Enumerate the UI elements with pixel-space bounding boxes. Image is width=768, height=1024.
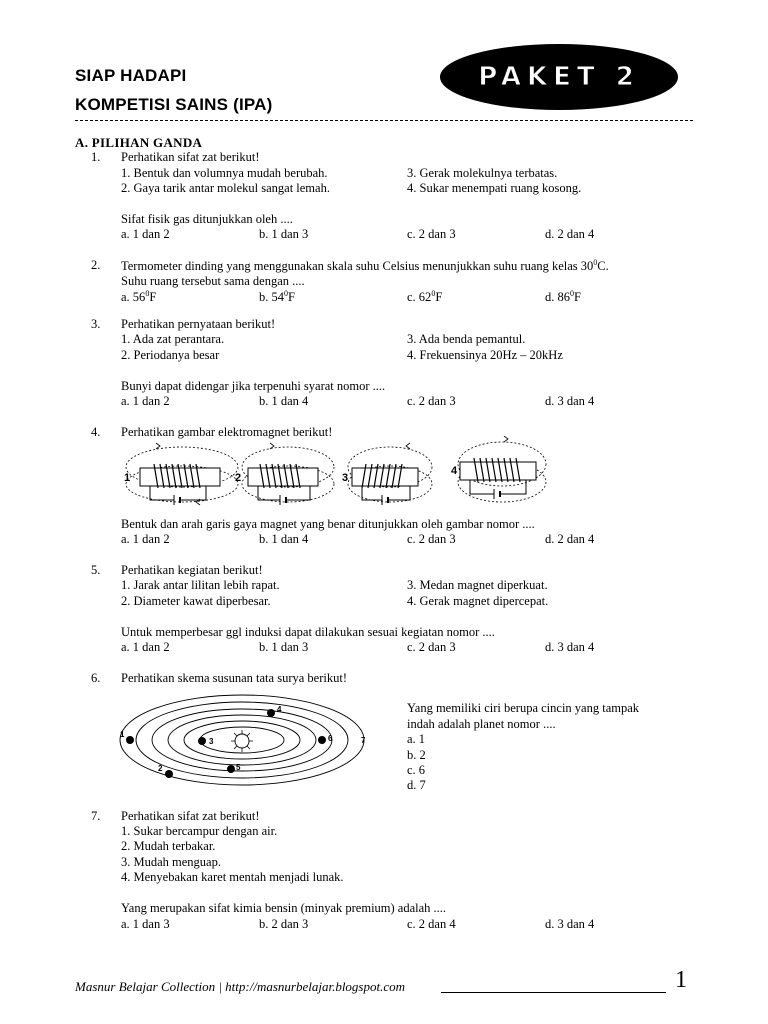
planet-label: 2 xyxy=(158,764,163,773)
planet-6 xyxy=(318,736,326,744)
statement-item: 4. Frekuensinya 20Hz – 20kHz xyxy=(407,348,563,362)
question-number: 1. xyxy=(91,150,101,164)
question-number: 3. xyxy=(91,317,101,331)
prompt-unit: C. xyxy=(597,259,609,274)
solar-system-diagram xyxy=(118,690,370,786)
question-prompt: Perhatikan skema susunan tata surya berikut! xyxy=(121,671,347,685)
statement-item: 3. Mudah menguap. xyxy=(121,855,221,869)
prompt-text: Termometer dinding yang menggunakan skala suhu Celsius menunjukkan suhu ruang kelas 30 xyxy=(121,259,594,274)
planet-1 xyxy=(126,736,134,744)
option-b[interactable]: b. 1 dan 4 xyxy=(259,394,309,408)
planet-2 xyxy=(165,770,173,778)
question-prompt: Perhatikan gambar elektromagnet berikut! xyxy=(121,425,333,439)
figure-label: 1 xyxy=(124,472,131,484)
planet-label: 3 xyxy=(209,737,214,746)
option-d[interactable]: d. 3 dan 4 xyxy=(545,917,595,931)
degree-superscript: 0 xyxy=(431,289,436,298)
question-text: Bentuk dan arah garis gaya magnet yang benar ditunjukkan oleh gambar nomor .... xyxy=(121,517,535,531)
question-prompt: Perhatikan pernyataan berikut! xyxy=(121,317,276,331)
planet-label: 6 xyxy=(328,734,333,743)
statement-item: 4. Menyebakan karet mentah menjadi lunak. xyxy=(121,870,344,884)
planet-label: 1 xyxy=(120,730,125,739)
option-a[interactable]: a. 1 dan 2 xyxy=(121,640,170,654)
question-text: Yang merupakan sifat kimia bensin (minyak premium) adalah .... xyxy=(121,901,447,915)
question-text: Suhu ruang tersebut sama dengan .... xyxy=(121,274,305,288)
option-a[interactable]: a. 1 dan 2 xyxy=(121,532,170,546)
option-c[interactable]: c. 2 dan 3 xyxy=(407,640,456,654)
degree-superscript: 0 xyxy=(284,289,288,298)
electromagnet-1 xyxy=(124,443,238,505)
option-b[interactable] xyxy=(259,289,295,305)
question-text: Sifat fisik gas ditunjukkan oleh .... xyxy=(121,212,293,226)
option-a[interactable]: a. 1 dan 2 xyxy=(121,227,170,241)
statement-item: 2. Mudah terbakar. xyxy=(121,839,216,853)
statement-item: 1. Sukar bercampur dengan air. xyxy=(121,824,278,838)
figure-label: 2 xyxy=(235,472,242,484)
question-prompt: Perhatikan kegiatan berikut! xyxy=(121,563,263,577)
option-d[interactable]: d. 7 xyxy=(407,778,426,792)
option-c[interactable]: c. 2 dan 3 xyxy=(407,532,456,546)
option-a[interactable]: a. 1 dan 2 xyxy=(121,394,170,408)
option-value: a. 56 xyxy=(121,290,146,305)
section-title: A. PILIHAN GANDA xyxy=(75,135,203,150)
question-prompt xyxy=(121,258,609,274)
planet-label: 7 xyxy=(361,736,366,745)
option-b[interactable]: b. 2 xyxy=(407,748,426,762)
option-c[interactable] xyxy=(407,289,442,305)
option-d[interactable]: d. 3 dan 4 xyxy=(545,640,595,654)
option-unit: F xyxy=(149,290,157,305)
degree-superscript: 0 xyxy=(570,289,574,298)
planet-3 xyxy=(198,737,206,745)
planet-5 xyxy=(227,765,235,773)
statement-item: 3. Gerak molekulnya terbatas. xyxy=(407,166,558,180)
question-prompt: Perhatikan sifat zat berikut! xyxy=(121,809,260,823)
statement-item: 3. Medan magnet diperkuat. xyxy=(407,578,548,592)
statement-item: 4. Sukar menempati ruang kosong. xyxy=(407,181,582,195)
degree-superscript: 0 xyxy=(145,289,150,298)
option-c[interactable]: c. 6 xyxy=(407,763,426,777)
option-d[interactable] xyxy=(545,289,581,305)
statement-item: 2. Diameter kawat diperbesar. xyxy=(121,594,271,608)
option-value: b. 54 xyxy=(259,290,284,305)
statement-item: 1. Jarak antar lilitan lebih rapat. xyxy=(121,578,280,592)
statement-item: 1. Bentuk dan volumnya mudah berubah. xyxy=(121,166,328,180)
question-number: 2. xyxy=(91,258,101,272)
option-c[interactable]: c. 2 dan 3 xyxy=(407,227,456,241)
electromagnet-4 xyxy=(451,436,546,502)
question-text: Untuk memperbesar ggl induksi dapat dilakukan sesuai kegiatan nomor .... xyxy=(121,625,495,639)
statement-item: 2. Gaya tarik antar molekul sangat lemah. xyxy=(121,181,330,195)
header-divider xyxy=(75,120,693,121)
figure-label: 4 xyxy=(451,465,458,477)
option-c[interactable]: c. 2 dan 3 xyxy=(407,394,456,408)
question-text: indah adalah planet nomor .... xyxy=(407,717,556,731)
statement-item: 2. Periodanya besar xyxy=(121,348,220,362)
figure-label: 3 xyxy=(342,472,349,484)
statement-item: 4. Gerak magnet dipercepat. xyxy=(407,594,549,608)
option-b[interactable]: b. 2 dan 3 xyxy=(259,917,309,931)
header-title-line2: KOMPETISI SAINS (IPA) xyxy=(75,95,273,114)
question-text: Yang memiliki ciri berupa cincin yang tampak xyxy=(407,701,640,715)
statement-item: 1. Ada zat perantara. xyxy=(121,332,225,346)
statement-item: 3. Ada benda pemantul. xyxy=(407,332,526,346)
option-value: d. 86 xyxy=(545,290,570,305)
option-d[interactable]: d. 2 dan 4 xyxy=(545,532,595,546)
footer-credit: Masnur Belajar Collection | http://masnurbelajar.blogspot.com xyxy=(75,979,406,994)
header-title-line1: SIAP HADAPI xyxy=(75,66,187,85)
degree-superscript: 0 xyxy=(593,258,598,267)
option-a[interactable] xyxy=(121,289,156,305)
option-b[interactable]: b. 1 dan 3 xyxy=(259,640,309,654)
page-number: 1 xyxy=(675,967,687,993)
planet-label: 4 xyxy=(277,705,282,714)
planet-4 xyxy=(267,709,275,717)
question-number: 5. xyxy=(91,563,101,577)
paket-badge-label: PAKET 2 xyxy=(478,62,640,92)
option-c[interactable]: c. 2 dan 4 xyxy=(407,917,456,931)
option-d[interactable]: d. 2 dan 4 xyxy=(545,227,595,241)
option-unit: F xyxy=(574,290,581,305)
question-number: 7. xyxy=(91,809,101,823)
option-value: c. 62 xyxy=(407,290,432,305)
electromagnet-3 xyxy=(342,443,432,505)
question-number: 6. xyxy=(91,671,101,685)
footer-rule xyxy=(441,992,666,993)
option-unit: F xyxy=(288,290,295,305)
question-prompt: Perhatikan sifat zat berikut! xyxy=(121,150,260,164)
option-d[interactable]: d. 3 dan 4 xyxy=(545,394,595,408)
sun-icon xyxy=(231,730,253,752)
question-number: 4. xyxy=(91,425,101,439)
planet-label: 5 xyxy=(236,763,241,772)
option-a[interactable]: a. 1 dan 3 xyxy=(121,917,170,931)
question-text: Bunyi dapat didengar jika terpenuhi syarat nomor .... xyxy=(121,379,386,393)
option-b[interactable]: b. 1 dan 3 xyxy=(259,227,309,241)
option-b[interactable]: b. 1 dan 4 xyxy=(259,532,309,546)
electromagnet-figure xyxy=(120,436,600,516)
electromagnet-2 xyxy=(235,443,334,505)
option-unit: F xyxy=(435,290,443,305)
option-a[interactable]: a. 1 xyxy=(407,732,426,746)
